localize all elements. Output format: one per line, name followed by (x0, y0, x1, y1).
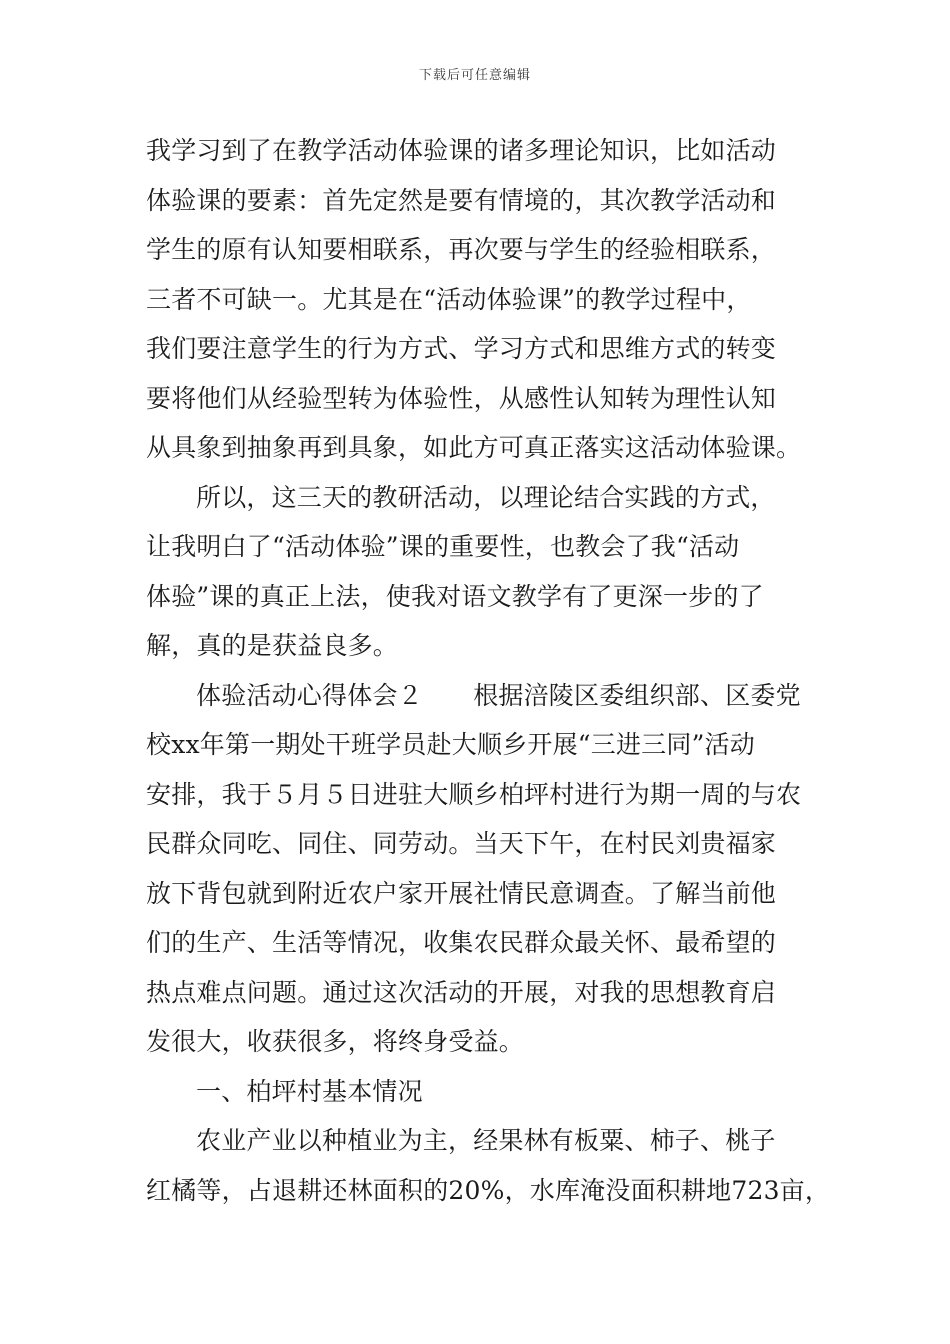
paragraph-first-line: 体验活动心得体会２ 根据涪陵区委组织部、区委党 (196, 680, 801, 710)
text-line: 热点难点问题。通过这次活动的开展，对我的思想教育启 (146, 977, 777, 1007)
paragraph-first-line: 农业产业以种植业为主，经果林有板粟、柿子、桃子 (196, 1126, 776, 1155)
text-line: 民群众同吃、同住、同劳动。当天下午，在村民刘贵福家 (146, 829, 777, 858)
text-line: 们的生产、生活等情况，收集农民群众最关怀、最希望的 (146, 928, 777, 957)
text-line: 安排，我于５月５日进驻大顺乡柏坪村进行为期一周的与农 (146, 779, 802, 809)
text-line: 解，真的是获益良多。 (146, 631, 399, 660)
text-line: 我学习到了在教学活动体验课的诸多理论知识，比如活动 (146, 136, 777, 165)
text-line: 我们要注意学生的行为方式、学习方式和思维方式的转变 (146, 334, 777, 363)
text-line: 红橘等，占退耕还林面积的20%，水库淹没面积耕地723亩， (146, 1175, 831, 1205)
text-line: 校xx年第一期处干班学员赴大顺乡开展“三进三同”活动 (146, 730, 755, 759)
document-body (146, 126, 836, 1215)
page-header: 下载后可任意编辑 (418, 68, 531, 83)
text-line: 让我明白了“活动体验”课的重要性，也教会了我“活动 (146, 532, 740, 561)
text-line: 体验课的要素：首先定然是要有情境的，其次教学活动和 (146, 185, 777, 215)
text-line: 体验”课的真正上法，使我对语文教学有了更深一步的了 (146, 581, 764, 611)
text-line: 三者不可缺一。尤其是在“活动体验课”的教学过程中， (146, 284, 752, 314)
text-line: 从具象到抽象再到具象，如此方可真正落实这活动体验课。 (146, 433, 802, 462)
text-line: 要将他们从经验型转为体验性，从感性认知转为理性认知 (146, 383, 777, 413)
section-heading: 一、柏坪村基本情况 (196, 1076, 423, 1106)
paragraph-first-line: 所以，这三天的教研活动，以理论结合实践的方式， (196, 482, 776, 512)
text-line: 发很大，收获很多，将终身受益。 (146, 1027, 525, 1056)
text-line: 学生的原有认知要相联系，再次要与学生的经验相联系， (146, 235, 777, 264)
text-line: 放下背包就到附近农户家开展社情民意调查。了解当前他 (146, 878, 777, 908)
